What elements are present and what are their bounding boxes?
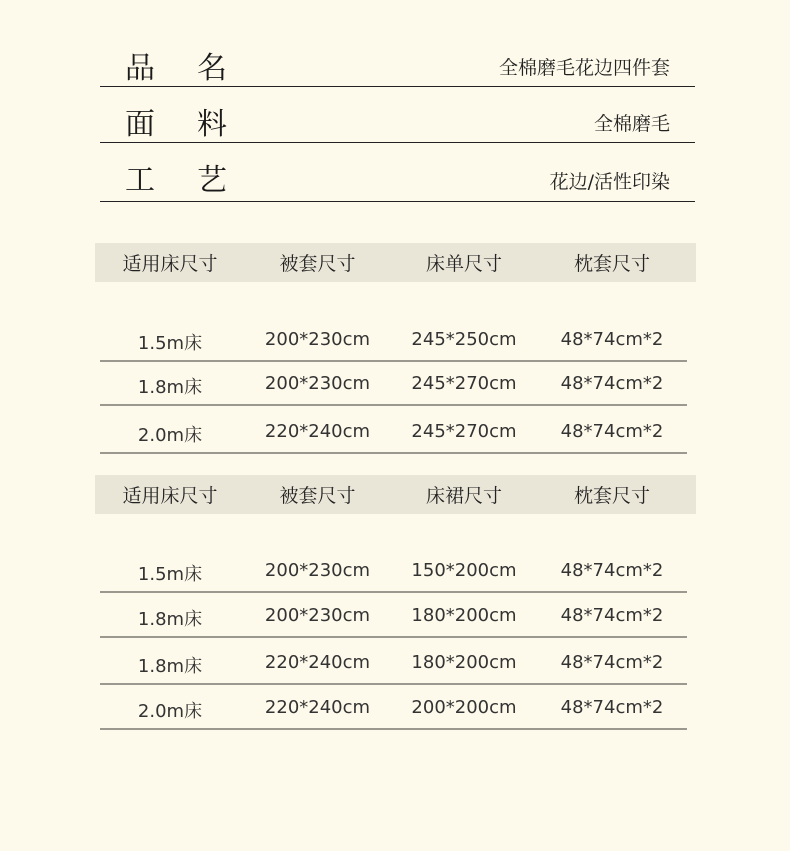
- table-cell: 180*200cm: [411, 652, 517, 673]
- header-cell: 被套尺寸: [279, 485, 356, 507]
- table-cell: 200*230cm: [264, 560, 371, 581]
- table-row: [100, 373, 687, 406]
- spec-list: [100, 31, 695, 202]
- table-cell: 48*74cm*2: [560, 373, 664, 394]
- table-row: [100, 605, 687, 638]
- spec-value: 花边/活性印染: [549, 171, 670, 193]
- size-table-bedskirt: [95, 475, 696, 722]
- table-row: [100, 560, 687, 593]
- table-cell: 200*200cm: [411, 697, 517, 718]
- table-cell: 48*74cm*2: [560, 329, 664, 350]
- spec-value: 全棉磨毛花边四件套: [498, 57, 670, 79]
- table-cell: 200*230cm: [264, 373, 371, 394]
- table-cell: 48*74cm*2: [560, 421, 664, 442]
- table-cell: 48*74cm*2: [560, 697, 664, 718]
- table-row: [100, 421, 687, 454]
- table-cell: 48*74cm*2: [560, 560, 664, 581]
- table-cell: 220*240cm: [264, 421, 371, 442]
- header-cell: 枕套尺寸: [573, 253, 650, 275]
- table-row: [100, 652, 687, 685]
- table-cell: 48*74cm*2: [560, 605, 664, 626]
- table-cell: 2.0m床: [137, 425, 203, 446]
- header-cell: 枕套尺寸: [573, 485, 650, 507]
- table-cell: 200*230cm: [264, 605, 371, 626]
- header-cell: 床裙尺寸: [425, 485, 502, 507]
- header-cell: 被套尺寸: [279, 253, 356, 275]
- table-cell: 180*200cm: [411, 605, 517, 626]
- table-cell: 2.0m床: [137, 701, 203, 722]
- spec-row-name: [100, 31, 695, 87]
- table-cell: 1.8m床: [137, 609, 203, 630]
- table-row: [100, 329, 687, 362]
- spec-row-craft: [100, 143, 695, 202]
- table-cell: 1.8m床: [137, 377, 203, 398]
- table-header: [95, 475, 696, 514]
- table-cell: 220*240cm: [264, 697, 371, 718]
- spec-label: 工艺: [125, 163, 269, 198]
- table-cell: 150*200cm: [411, 560, 517, 581]
- table-row: [100, 697, 687, 730]
- spec-label: 面料: [125, 107, 269, 142]
- table-cell: 245*270cm: [411, 373, 517, 394]
- spec-label: 品名: [125, 51, 269, 86]
- spec-value: 全棉磨毛: [593, 113, 670, 135]
- table-cell: 1.5m床: [137, 333, 203, 354]
- size-table-sheet: [95, 243, 696, 446]
- table-cell: 200*230cm: [264, 329, 371, 350]
- table-cell: 1.5m床: [137, 564, 203, 585]
- table-cell: 245*250cm: [411, 329, 517, 350]
- table-cell: 1.8m床: [137, 656, 203, 677]
- table-cell: 48*74cm*2: [560, 652, 664, 673]
- header-cell: 适用床尺寸: [122, 253, 218, 275]
- table-header: [95, 243, 696, 282]
- table-cell: 220*240cm: [264, 652, 371, 673]
- header-cell: 床单尺寸: [425, 253, 502, 275]
- spec-row-fabric: [100, 87, 695, 143]
- header-cell: 适用床尺寸: [122, 485, 218, 507]
- table-cell: 245*270cm: [411, 421, 517, 442]
